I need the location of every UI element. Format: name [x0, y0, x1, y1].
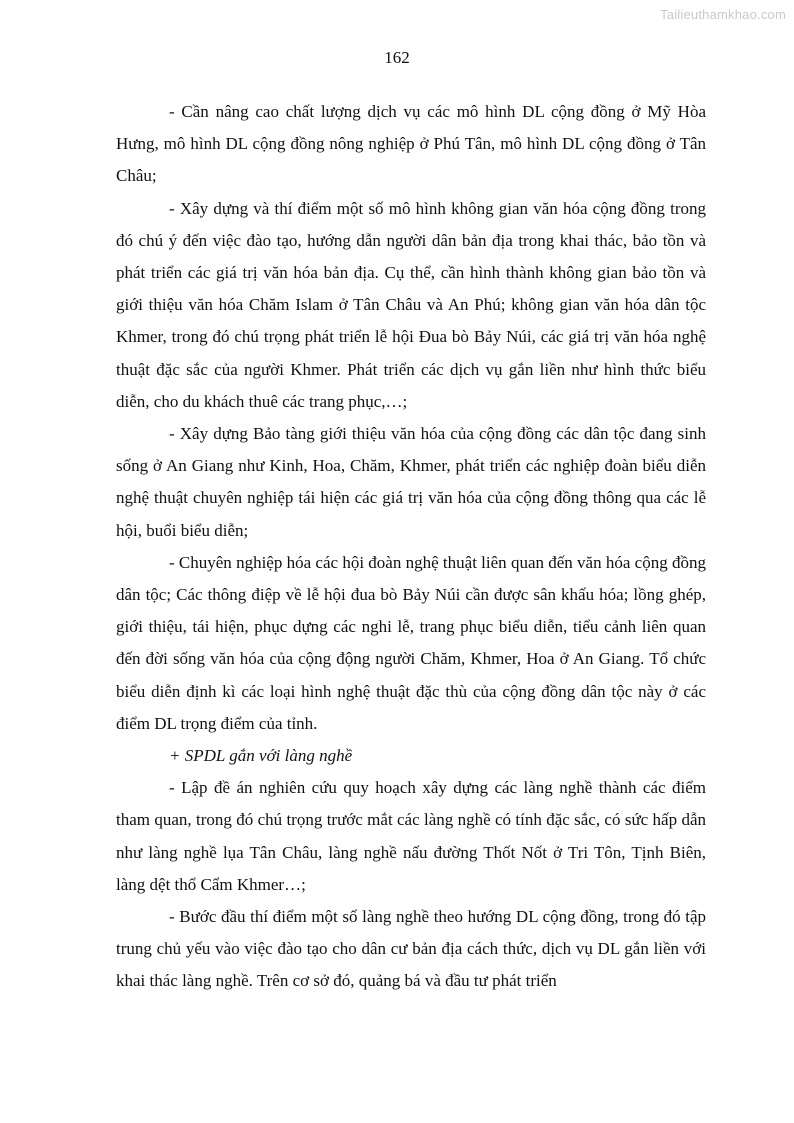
paragraph: - Lập đề án nghiên cứu quy hoạch xây dựng các làng nghề thành các điểm tham quan, trong đó chú trọng trước mắt các làng nghề có tính đặc sắc, có sức hấp dẫn như làng nghề lụa Tân Châu, làng nghề nấu đường Thốt Nốt ở Tri Tôn, Tịnh Biên, làng dệt thổ Cẩm Khmer…;: [116, 778, 706, 894]
paragraph: - Xây dựng và thí điểm một số mô hình không gian văn hóa cộng đồng trong đó chú ý đến việc đào tạo, hướng dẫn người dân bản địa trong khai thác, bảo tồn và phát triển các giá trị văn hóa bản địa. Cụ thể, cần hình thành không gian bảo tồn và giới thiệu văn hóa Chăm Islam ở Tân Châu và An Phú; không gian văn hóa dân tộc Khmer, trong đó chú trọng phát triển lễ hội Đua bò Bảy Núi, các giá trị văn hóa nghệ thuật đặc sắc của người Khmer. Phát triển các dịch vụ gắn liền như hình thức biểu diễn, cho du khách thuê các trang phục,…;: [116, 198, 706, 411]
paragraph: - Chuyên nghiệp hóa các hội đoàn nghệ thuật liên quan đến văn hóa cộng đồng dân tộc; Các thông điệp về lễ hội đua bò Bảy Núi cần được sân khấu hóa; lồng ghép, giới thiệu, tái hiện, phục dựng các nghi lễ, trang phục biểu diễn, tiểu cảnh liên quan đến đời sống văn hóa của cộng động người Chăm, Khmer, Hoa ở An Giang. Tổ chức biểu diễn định kì các loại hình nghệ thuật đặc thù của cộng đồng dân tộc này ở các điểm DL trọng điểm của tỉnh.: [116, 552, 706, 733]
section-heading: + SPDL gắn với làng nghề: [169, 746, 353, 766]
watermark: Tailieuthamkhao.com: [660, 7, 786, 22]
document-body: [116, 96, 706, 998]
paragraph: - Bước đầu thí điểm một số làng nghề theo hướng DL cộng đồng, trong đó tập trung chủ yếu vào việc đào tạo cho dân cư bản địa cách thức, dịch vụ DL gắn liền với khai thác làng nghề. Trên cơ sở đó, quảng bá và đầu tư phát triển: [116, 907, 706, 991]
paragraph: - Xây dựng Bảo tàng giới thiệu văn hóa của cộng đồng các dân tộc đang sinh sống ở An Giang như Kinh, Hoa, Chăm, Khmer, phát triển các nghiệp đoàn biểu diễn nghệ thuật chuyên nghiệp tái hiện các giá trị văn hóa của cộng đồng thông qua các lễ hội, buổi biểu diễn;: [116, 424, 706, 540]
paragraph: - Cần nâng cao chất lượng dịch vụ các mô hình DL cộng đồng ở Mỹ Hòa Hưng, mô hình DL cộng đồng nông nghiệp ở Phú Tân, mô hình DL cộng đồng ở Tân Châu;: [116, 102, 706, 186]
page-number: 162: [384, 48, 410, 67]
